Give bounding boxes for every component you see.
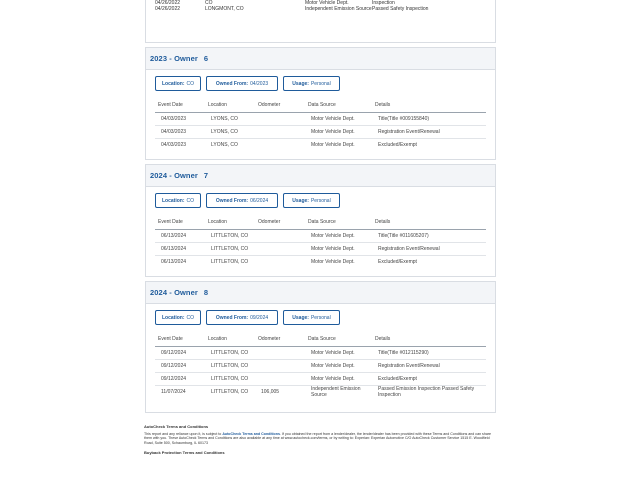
col-event-date: Event Date [155,215,205,229]
event-details: Passed Emission Inspection Passed Safety Inspection [378,385,475,398]
event-details: Title(Title #011605207) [372,229,486,242]
event-date: 04/26/2022 [155,6,181,12]
event-source: Motor Vehicle Dept. [305,125,372,138]
event-odometer [255,125,305,138]
owned-from-pill[interactable]: Owned From: 06/2024 [206,193,278,208]
event-details: Excluded/Exempt [378,258,417,265]
col-event-date: Event Date [155,98,205,112]
owner-header [146,282,495,304]
event-source: Independent Emission Source [311,385,361,398]
event-details: Title(Title #009155840) [372,112,486,125]
owner-info-pills [146,70,495,98]
col-data-source: Data Source [305,215,372,229]
event-date: 06/13/2024 [155,242,205,255]
event-date: 09/12/2024 [155,346,205,359]
col-data-source: Data Source [305,332,372,346]
event-location: LITTLETON, CO [205,346,255,359]
event-source: Independent Emission Source [305,6,372,12]
table-row [155,372,486,385]
owner-title: 2024 - Owner 7 [150,171,209,180]
event-details: Passed Safety Inspection [372,6,429,12]
event-date: 06/13/2024 [161,258,187,265]
event-location: LITTLETON, CO [205,372,255,385]
col-odometer: Odometer [255,215,305,229]
event-location: LITTLETON, CO [211,258,249,265]
col-details: Details [372,98,486,112]
table-row [155,359,486,372]
terms-link[interactable]: AutoCheck Terms and Conditions [222,431,280,436]
history-table [155,332,486,398]
owner-card [145,47,496,160]
event-source: Motor Vehicle Dept. [305,242,372,255]
event-odometer [255,229,305,242]
owner-card [145,281,496,413]
owner-info-pills [146,187,495,215]
table-row [155,138,486,151]
event-odometer [255,6,305,12]
event-date: 09/12/2024 [155,372,205,385]
event-location: LITTLETON, CO [205,242,255,255]
location-pill[interactable]: Location: CO [155,310,201,325]
event-location: LYONS, CO [205,112,255,125]
event-source: Motor Vehicle Dept. [305,359,372,372]
owner-header [146,48,495,70]
table-row [155,125,486,138]
table-row [155,6,486,12]
event-details: Registration Event/Renewal [372,125,486,138]
previous-owner-fragment [145,0,496,43]
table-header-row [155,98,486,112]
event-source: Motor Vehicle Dept. [311,141,355,148]
col-odometer: Odometer [255,332,305,346]
owner-number: 7 [203,171,209,180]
table-header-row [155,215,486,229]
event-odometer [255,138,305,151]
col-details: Details [372,332,486,346]
owner-title: 2023 - Owner 6 [150,54,209,63]
event-date: 04/03/2023 [155,112,205,125]
col-location: Location [205,98,255,112]
event-odometer [255,346,305,359]
table-row [155,385,486,398]
event-source: Motor Vehicle Dept. [305,0,349,6]
event-source: Motor Vehicle Dept. [311,258,355,265]
usage-pill[interactable]: Usage: Personal [283,310,340,325]
usage-pill[interactable]: Usage: Personal [283,193,340,208]
col-details: Details [372,215,486,229]
table-row [155,346,486,359]
event-odometer [255,372,305,385]
event-odometer [255,359,305,372]
owner-number: 6 [203,54,209,63]
event-date: 04/03/2023 [155,125,205,138]
col-odometer: Odometer [255,98,305,112]
history-table [155,98,486,151]
event-date: 09/12/2024 [155,359,205,372]
event-location: LITTLETON, CO [205,359,255,372]
table-row [155,242,486,255]
location-pill[interactable]: Location: CO [155,193,201,208]
event-details: Registration Event/Renewal [372,359,486,372]
event-source: Motor Vehicle Dept. [305,112,372,125]
event-details: Inspection [372,0,395,6]
event-details: Title(Title #012115290) [372,346,486,359]
owner-info-pills [146,304,495,332]
event-date: 04/26/2022 [155,0,181,6]
usage-pill[interactable]: Usage: Personal [283,76,340,91]
buyback-title: Buyback Protection Terms and Conditions [144,450,225,456]
event-location: LITTLETON, CO [205,229,255,242]
event-odometer [255,242,305,255]
owner-card [145,164,496,277]
owned-from-pill[interactable]: Owned From: 09/2024 [206,310,278,325]
event-date: 06/13/2024 [155,229,205,242]
table-row [155,112,486,125]
event-details: Registration Event/Renewal [372,242,486,255]
event-date: 11/07/2024 [161,388,186,395]
event-location: LYONS, CO [211,141,238,148]
event-details: Excluded/Exempt [372,372,486,385]
table-header-row [155,332,486,346]
event-details: Excluded/Exempt [378,141,417,148]
owner-number: 8 [203,288,209,297]
terms-text: This report and any reliance upon it, is subject to AutoCheck Terms and Conditions. If you obtained the report from a lender/dealer, the lender/dealer has been provided with these Terms and Conditions and can share them with you. These AutoCheck Terms and Conditions are also available at any time at www.autocheck.com/terms, or by writing to: Experian: Experian Automotive C/O AutoCheck Customer Service 1515 E. Woodfield Road, Suite 500, Schaumburg, IL 60173 [144,431,492,445]
event-source: Motor Vehicle Dept. [305,346,372,359]
owned-from-pill[interactable]: Owned From: 04/2023 [206,76,278,91]
event-source: Motor Vehicle Dept. [305,229,372,242]
table-row [155,229,486,242]
event-location: LYONS, CO [205,125,255,138]
event-source: Motor Vehicle Dept. [305,372,372,385]
terms-title: AutoCheck Terms and Conditions [144,424,209,429]
col-location: Location [205,332,255,346]
col-data-source: Data Source [305,98,372,112]
history-table [155,0,486,12]
owner-header [146,165,495,187]
col-event-date: Event Date [155,332,205,346]
event-odometer [255,255,305,268]
event-date: 04/03/2023 [161,141,187,148]
owner-title: 2024 - Owner 8 [150,288,209,297]
event-location: CO [205,0,213,6]
location-pill[interactable]: Location: CO [155,76,201,91]
terms-footer [144,425,494,456]
event-location: LITTLETON, CO [211,388,249,395]
table-row [155,255,486,268]
event-odometer: 106,005 [261,388,280,395]
event-location: LONGMONT, CO [205,6,244,12]
event-odometer [255,112,305,125]
history-table [155,215,486,268]
col-location: Location [205,215,255,229]
